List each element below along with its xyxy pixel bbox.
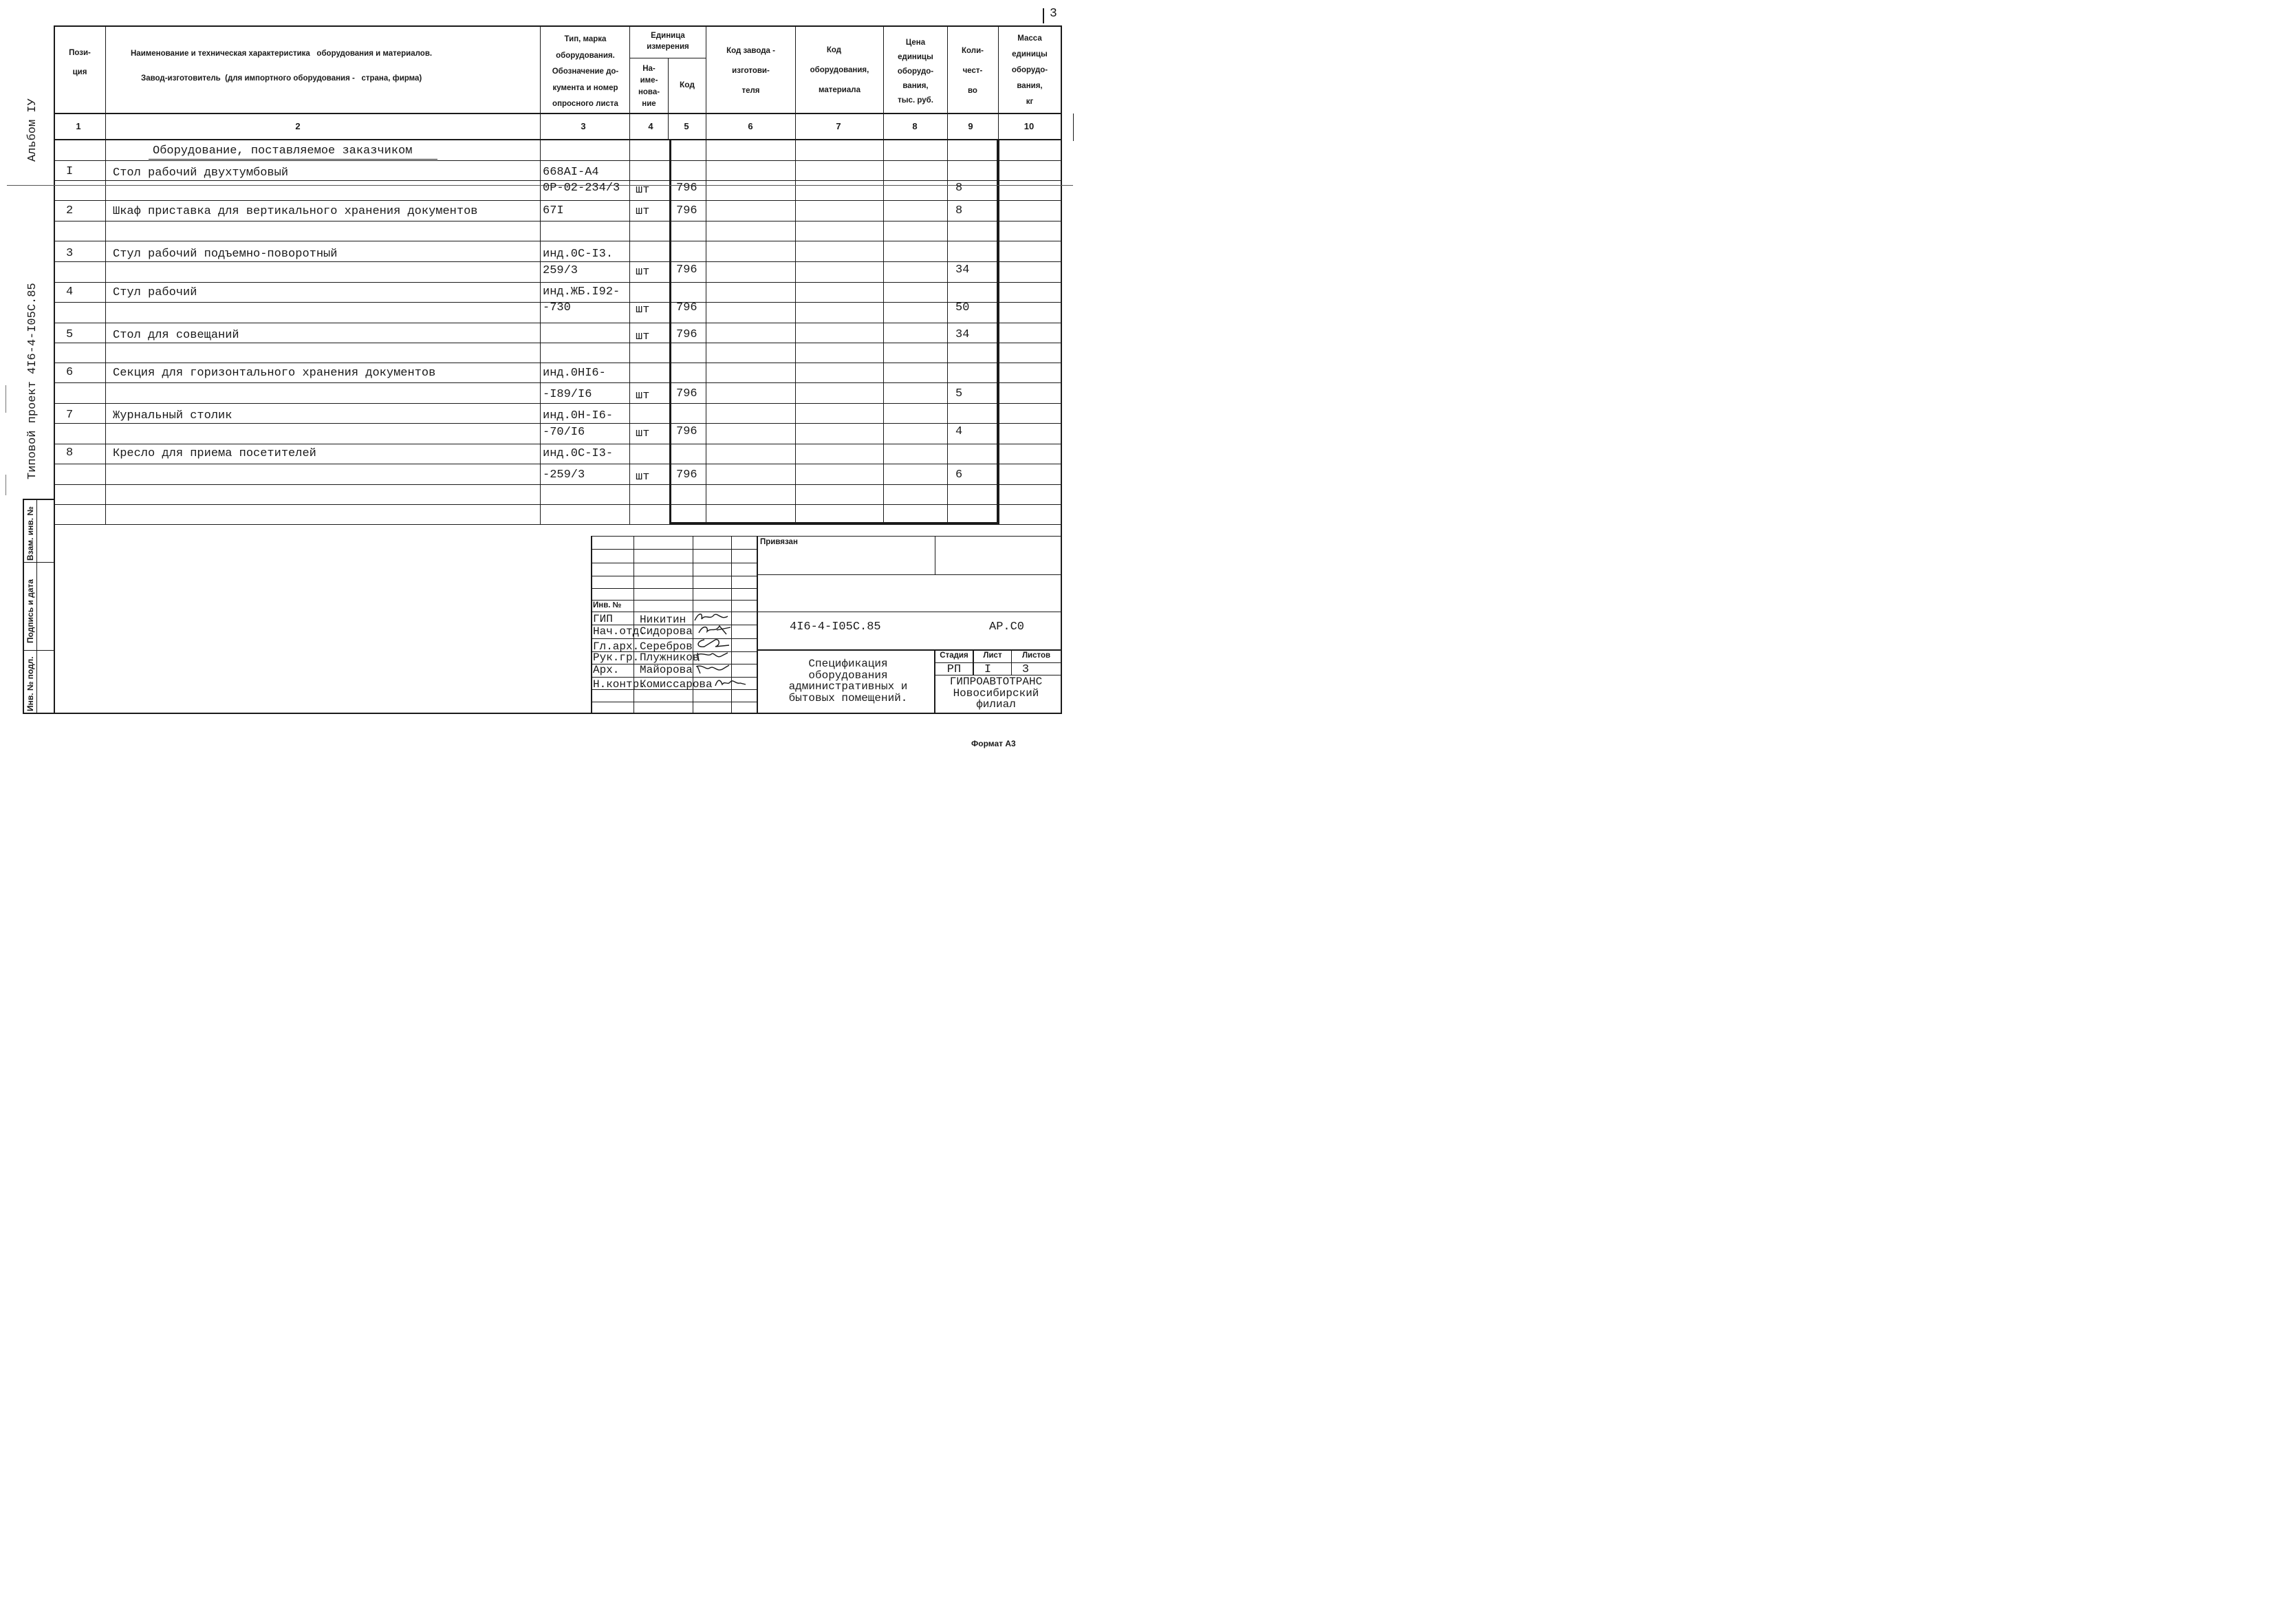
hdr-price: Цена xyxy=(905,39,926,47)
hdr-quantity: во xyxy=(968,87,977,95)
item-unit-code: 796 xyxy=(676,468,697,482)
hdr-quantity: Коли- xyxy=(962,47,984,55)
hdr-equipment-code: Код xyxy=(826,46,842,54)
hdr-price: вания, xyxy=(902,82,929,90)
hdr-type: кумента и номер xyxy=(552,83,618,92)
role-label: ГИП xyxy=(593,613,613,625)
item-quantity: 8 xyxy=(955,182,963,195)
item-type: инд.0НI6- xyxy=(543,367,606,380)
column-number: 6 xyxy=(748,121,753,131)
item-unit-code: 796 xyxy=(676,425,697,438)
hdr-plant-code: изготови- xyxy=(732,67,770,75)
signature-icon xyxy=(696,623,732,636)
hdr-equipment-code: материала xyxy=(819,86,860,94)
inv-no-label: Инв. № xyxy=(593,601,622,609)
hdr-mass: оборудо- xyxy=(1011,66,1048,74)
item-unit-code: 796 xyxy=(676,328,697,341)
item-type: 0Р-02-234/3 xyxy=(543,182,620,195)
item-quantity: 34 xyxy=(955,263,970,277)
item-name: Стул рабочий xyxy=(113,286,197,299)
item-quantity: 6 xyxy=(955,468,963,482)
hdr-unit-name: нова- xyxy=(638,88,660,96)
item-position: 2 xyxy=(66,204,74,217)
item-quantity: 50 xyxy=(955,301,970,314)
hdr-price: тыс. руб. xyxy=(898,96,933,105)
sheets-label: Листов xyxy=(1021,651,1051,660)
signature-icon xyxy=(695,637,730,649)
item-unit: шт xyxy=(636,266,650,279)
item-name: Стол для совещаний xyxy=(113,329,239,342)
column-number: 7 xyxy=(836,121,841,131)
hdr-price: оборудо- xyxy=(897,67,934,76)
item-type: -70/I6 xyxy=(543,426,585,439)
role-label: Арх. xyxy=(593,664,620,676)
item-position: I xyxy=(66,165,74,178)
item-type: инд.0С-I3. xyxy=(543,248,614,261)
item-position: 6 xyxy=(66,366,74,379)
organization: ГИПРОАВТОТРАНС xyxy=(949,675,1043,688)
column-number: 5 xyxy=(684,121,689,131)
hdr-name: Наименование и техническая характеристика оборудования и материалов. xyxy=(131,50,433,58)
item-type: -730 xyxy=(543,301,571,314)
item-unit: шт xyxy=(636,427,650,440)
item-unit-code: 796 xyxy=(676,182,697,195)
hdr-mass: кг xyxy=(1026,98,1034,106)
item-position: 3 xyxy=(66,247,74,260)
item-unit-code: 796 xyxy=(676,204,697,217)
signature-icon xyxy=(714,676,750,689)
item-type: инд.0Н-I6- xyxy=(543,409,614,422)
item-quantity: 34 xyxy=(955,328,970,341)
item-position: 8 xyxy=(66,446,74,460)
organization: Новосибирский xyxy=(953,687,1039,700)
item-unit: шт xyxy=(636,184,650,197)
item-unit: шт xyxy=(636,330,650,343)
hdr-position: Пози- xyxy=(69,49,91,57)
person-name: Плужников xyxy=(640,651,700,664)
project-label: Типовой проект 4I6-4-I05С.85 xyxy=(26,283,39,479)
sheet-value: I xyxy=(984,663,992,676)
item-name: Секция для горизонтального хранения документов xyxy=(113,367,436,380)
hdr-mass: единицы xyxy=(1012,50,1048,58)
hdr-type: оборудования. xyxy=(556,51,615,60)
sheet-title: бытовых помещений. xyxy=(788,691,908,704)
item-quantity: 5 xyxy=(955,387,963,400)
document-code: 4I6-4-I05С.85 xyxy=(790,620,881,634)
item-quantity: 8 xyxy=(955,204,963,217)
hdr-type: Тип, марка xyxy=(564,35,607,43)
hdr-type: опросного листа xyxy=(552,100,618,108)
item-unit: шт xyxy=(636,471,650,484)
hdr-unit-name: ние xyxy=(642,100,656,108)
hdr-mass: вания, xyxy=(1017,82,1043,90)
item-position: 7 xyxy=(66,409,74,422)
hdr-unit-group: Единица xyxy=(651,32,685,40)
sheet-label: Лист xyxy=(983,651,1002,660)
item-type: 668AI-A4 xyxy=(543,166,599,179)
item-name: Стул рабочий подъемно-поворотный xyxy=(113,248,338,261)
person-name: Сидорова xyxy=(640,625,693,638)
signature-icon xyxy=(695,662,730,675)
role-label: Рук.гр. xyxy=(593,651,640,664)
album-label: Альбом IУ xyxy=(26,98,39,162)
stamp-podpis: Подпись и дата xyxy=(25,579,35,643)
signature-icon xyxy=(693,611,729,623)
item-unit-code: 796 xyxy=(676,301,697,314)
item-name: Стол рабочий двухтумбовый xyxy=(113,166,289,180)
column-number: 2 xyxy=(295,121,301,131)
hdr-mass: Масса xyxy=(1017,34,1042,43)
hdr-unit-group: измерения xyxy=(647,43,689,51)
role-label: Гл.арх. xyxy=(593,640,640,653)
column-number: 4 xyxy=(648,121,653,131)
hdr-unit-code: Код xyxy=(679,80,695,89)
hdr-type: Обозначение до- xyxy=(552,67,619,76)
item-unit: шт xyxy=(636,205,650,218)
item-type: -259/3 xyxy=(543,468,585,482)
page-number: 3 xyxy=(1050,7,1057,21)
item-unit-code: 796 xyxy=(676,387,697,400)
person-name: Майорова xyxy=(640,664,693,676)
sheet-title: Спецификация xyxy=(808,658,888,670)
sheet-code: АР.С0 xyxy=(989,620,1025,634)
person-name: Серебров xyxy=(640,640,693,653)
column-number: 10 xyxy=(1024,121,1035,131)
column-number: 9 xyxy=(968,121,973,131)
format-label: Формат А3 xyxy=(971,739,1016,748)
item-unit: шт xyxy=(636,303,650,316)
section-title: Оборудование, поставляемое заказчиком xyxy=(153,144,413,158)
organization: филиал xyxy=(976,698,1016,711)
sheet-title: оборудования xyxy=(808,669,888,682)
item-type: 67I xyxy=(543,204,564,217)
item-name: Шкаф приставка для вертикального хранения документов xyxy=(113,205,478,218)
role-label: Нач.отд. xyxy=(593,625,646,638)
hdr-position: ция xyxy=(72,68,87,76)
item-type: инд.0С-I3- xyxy=(543,447,614,460)
person-name: Комиссарова xyxy=(640,678,713,691)
item-name: Журнальный столик xyxy=(113,409,232,422)
item-type: 259/3 xyxy=(543,264,578,277)
item-type: -I89/I6 xyxy=(543,388,592,401)
item-unit: шт xyxy=(636,389,650,402)
stamp-vzam: Взам. инв. № xyxy=(25,506,35,561)
stamp-inv-podl: Инв. № подл. xyxy=(25,656,35,711)
item-position: 4 xyxy=(66,285,74,299)
sheet-title: административных и xyxy=(788,680,908,693)
column-number: 1 xyxy=(76,121,81,131)
hdr-plant-code: теля xyxy=(741,87,760,95)
stage-label: Стадия xyxy=(940,651,968,660)
item-unit-code: 796 xyxy=(676,263,697,277)
hdr-equipment-code: оборудования, xyxy=(810,66,869,74)
column-number: 8 xyxy=(912,121,918,131)
privyazan-label: Привязан xyxy=(760,538,798,546)
sheets-value: 3 xyxy=(1021,663,1030,676)
hdr-quantity: чест- xyxy=(962,67,983,75)
hdr-unit-name: На- xyxy=(642,65,656,73)
item-quantity: 4 xyxy=(955,425,963,438)
hdr-price: единицы xyxy=(898,53,933,61)
hdr-unit-name: име- xyxy=(640,76,658,85)
role-label: Н.контр. xyxy=(593,678,646,691)
item-position: 5 xyxy=(66,328,74,341)
hdr-manufacturer: Завод-изготовитель (для импортного оборудования - страна, фирма) xyxy=(141,74,422,83)
item-type: инд.ЖБ.I92- xyxy=(543,285,620,299)
stage-value: РП xyxy=(946,663,962,676)
column-number: 3 xyxy=(581,121,586,131)
person-name: Никитин xyxy=(640,614,686,626)
item-name: Кресло для приема посетителей xyxy=(113,447,316,460)
hdr-plant-code: Код завода - xyxy=(726,47,775,55)
signature-icon xyxy=(695,650,730,662)
